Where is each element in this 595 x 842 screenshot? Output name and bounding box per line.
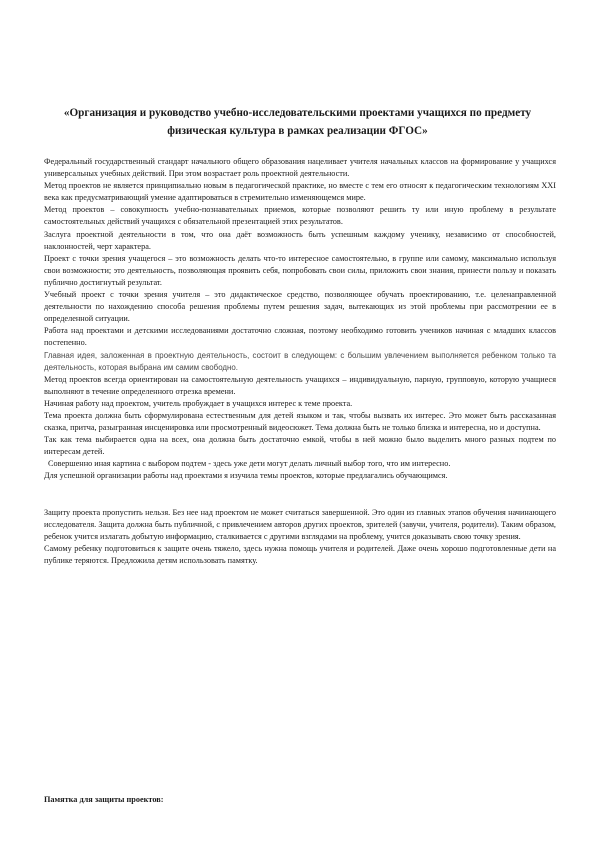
document-title: «Организация и руководство учебно-исследовательскими проектами учащихся по предмету физическая культура в рамках реализации ФГОС» [63,107,532,137]
paragraph-preparation: Самому ребенку подготовиться к защите очень тяжело, здесь нужна помощь учителя и родителей. Даже очень хорошо подготовленные дети на публике теряются. Предложила детям использовать памятку. [44,543,556,565]
paragraph-topic-wording: Тема проекта должна быть сформулирована естественным для детей языком и так, чтобы вызвать их интерес. Это может быть рассказанная сказка, притча, разыгранная инсценировка или просмотренный видеосюжет. Тема должна быть не только близка и интересна, но и доступна. [44,410,556,433]
paragraph-interest: Начиная работу над проектом, учитель пробуждает в учащихся интерес к теме проекта. [44,398,353,408]
memo-heading: Памятка для защиты проектов: [44,795,164,804]
paragraph-teacher-view: Учебный проект с точки зрения учителя – это дидактическое средство, позволяющее обучать проектированию, т.е. целенаправленной деятельности по нахождению способа решения проблемы путем решения задач, вытекающих из этой проблемы при рассмотрении ее в определенной ситуации. [44,290,556,324]
paragraph-subtopics: Совершенно иная картина с выбором подтем - здесь уже дети могут делать личный выбор того, что им интересно. [48,459,451,469]
paragraph-study-topics: Для успешной организации работы над проектами я изучила темы проектов, которые предлагались обучающимся. [44,471,448,481]
paragraph-defense: Защиту проекта пропустить нельзя. Без нее над проектом не может считаться завершенной. Это один из главных этапов обучения начинающего исследователя. Защита должна быть публичной, с привлечением авторов других проектов, зрителей (завучи, учителя, родители). Таким образом, ребенок учится излагать добытую информацию, сталкивается с другими взглядами на проблему, учится доказывать свою точку зрения. [44,507,556,541]
paragraph-gap [44,483,556,507]
paragraph-main-idea: Главная идея, заложенная в проектную деятельность, состоит в следующем: с большим увлечением выполняется ребенком только та деятельность, которая выбрана им самим свободно. [44,350,556,372]
paragraph-topic-capacity: Так как тема выбирается одна на всех, она должна быть достаточно емкой, чтобы в ней можно было выделить много разных подтем по интересам детей. [44,435,556,457]
paragraph-fgos: Федеральный государственный стандарт начального общего образования нацеливает учителя начальных классов на формирование у учащихся универсальных учебных действий. При этом возрастает роль проектной деятельности. [44,157,556,179]
paragraph-method-not-new: Метод проектов не является принципиально новым в педагогической практике, но вместе с тем его относят к педагогическим технологиям XXI века как предусматривающий умение адаптироваться в стремительно изменяющемся мире. [44,181,556,203]
paragraph-merit: Заслуга проектной деятельности в том, что она даёт возможность быть успешным каждому ученику, независимо от способностей, наклонностей, черт характера. [44,229,556,251]
paragraph-method-definition: Метод проектов – совокупность учебно-познавательных приемов, которые позволяют решить ту или иную проблему в результате самостоятельных действий учащихся с обязательной презентацией этих результатов. [44,205,556,227]
paragraph-student-view: Проект с точки зрения учащегося – это возможность делать что-то интересное самостоятельно, в группе или самому, максимально используя свои возможности; это деятельность, позволяющая проявить себя, попробовать свои силы, приложить свои знания, принести пользу и показать публично достигнутый результат. [44,253,556,287]
document-body [44,156,556,567]
paragraph-work-difficulty: Работа над проектами и детскими исследованиями достаточно сложная, поэтому необходимо готовить учеников начиная с младших классов постепенно. [44,326,556,348]
paragraph-independent-work: Метод проектов всегда ориентирован на самостоятельную деятельность учащихся – индивидуальную, парную, групповую, которую учащиеся выполняют в течение определенного отрезка времени. [44,374,556,396]
